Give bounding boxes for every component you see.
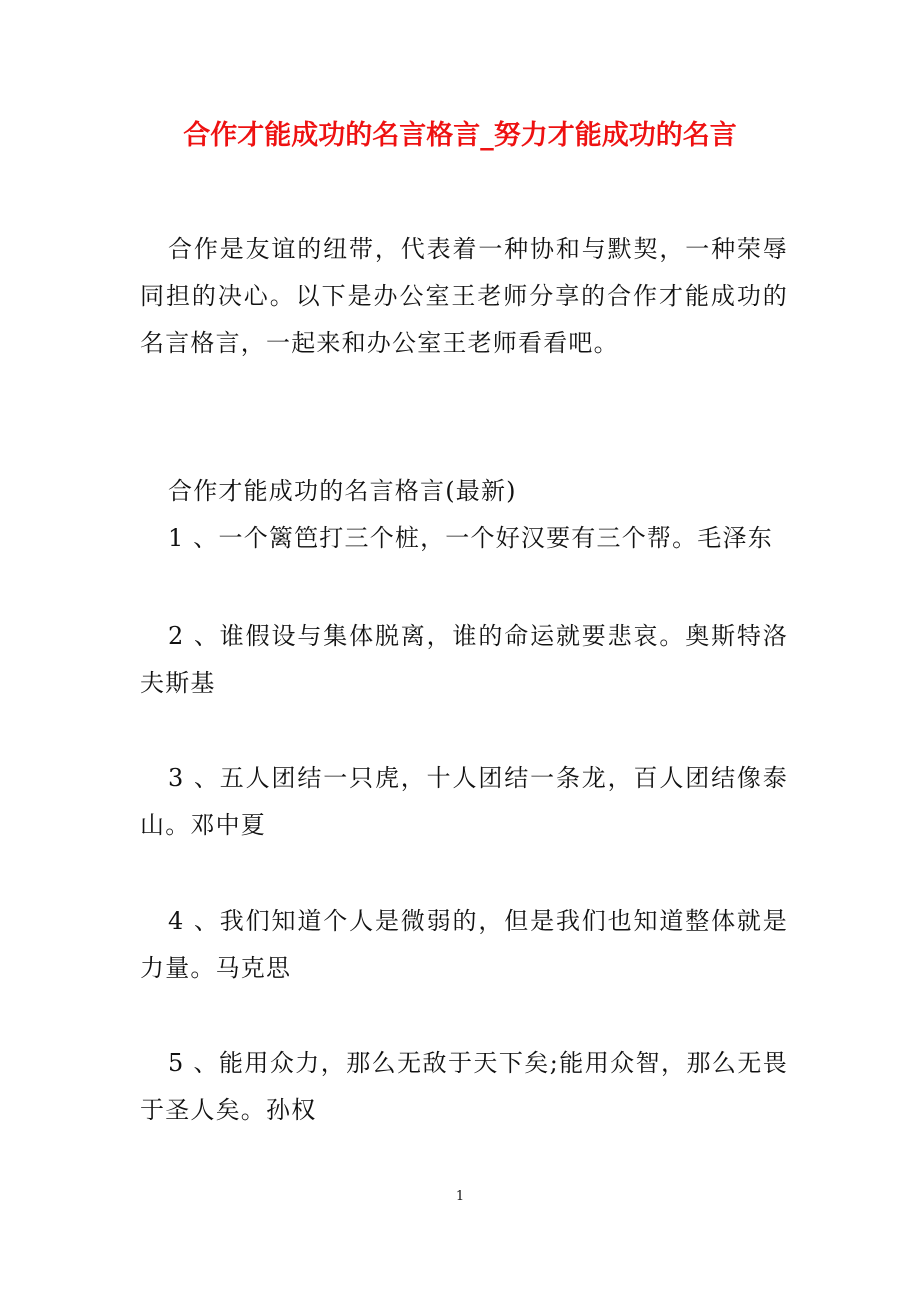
page-number: 1 [455, 1189, 465, 1204]
quote-item: 4 、我们知道个人是微弱的，但是我们也知道整体就是力量。马克思 [140, 907, 788, 982]
intro-paragraph: 合作是友谊的纽带，代表着一种协和与默契，一种荣辱同担的决心。以下是办公室王老师分享的合作才能成功的名言格言，一起来和办公室王老师看看吧。 [140, 235, 788, 357]
document-title: 合作才能成功的名言格言_努力才能成功的名言 [183, 120, 737, 151]
section-heading: 合作才能成功的名言格言(最新) [168, 477, 517, 505]
quote-item: 2 、谁假设与集体脱离，谁的命运就要悲哀。奥斯特洛夫斯基 [140, 622, 788, 697]
quote-item: 1 、一个篱笆打三个桩，一个好汉要有三个帮。毛泽东 [168, 524, 773, 552]
quote-item: 3 、五人团结一只虎，十人团结一条龙，百人团结像泰山。邓中夏 [140, 764, 788, 839]
quote-item: 5 、能用众力，那么无敌于天下矣;能用众智，那么无畏于圣人矣。孙权 [140, 1049, 788, 1124]
